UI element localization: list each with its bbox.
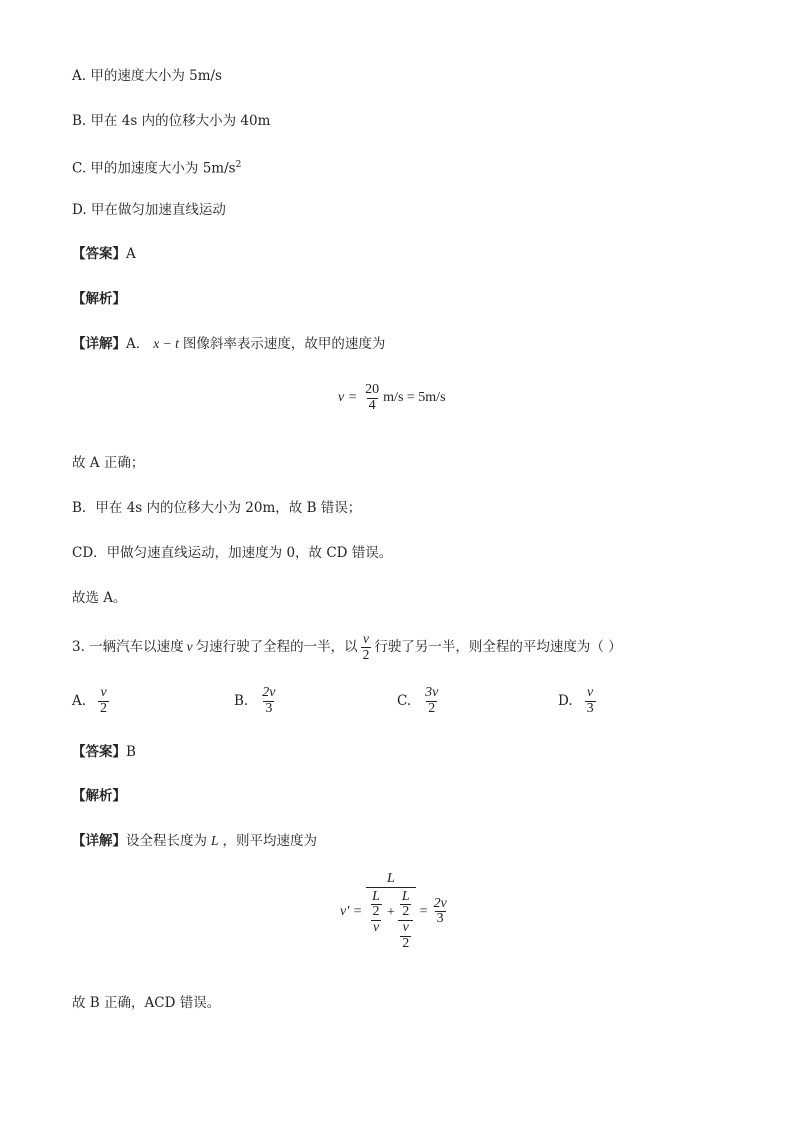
left-term-num: [368, 890, 384, 920]
stem-prefix: 3. 一辆汽车以速度: [72, 639, 184, 655]
option-fraction: [98, 686, 109, 716]
option-c: [397, 686, 440, 716]
option-label: C.: [397, 693, 412, 710]
option-den: 3: [586, 700, 594, 716]
right-term-num: [398, 890, 414, 920]
option-den: 3: [265, 700, 273, 716]
stem-frac-num: v: [363, 631, 370, 647]
a-conclusion: 故 A 正确；: [72, 455, 145, 471]
right-den-fraction: [400, 921, 411, 951]
left-term-den: v: [372, 920, 380, 936]
eq-rhs: m/s = 5m/s: [383, 390, 446, 406]
right-den-den: 2: [402, 935, 410, 951]
right-den-num: v: [402, 920, 409, 936]
option-num: 2v: [262, 685, 276, 700]
right-inner-fraction: [400, 890, 412, 920]
option-b: [234, 686, 277, 716]
main-denominator: [366, 887, 416, 952]
option-fraction: [260, 686, 277, 716]
option-c-superscript: 2: [235, 160, 242, 170]
main-fraction: [366, 872, 416, 951]
left-inner-den: 2: [372, 904, 380, 920]
stem-variable-v: v: [186, 639, 193, 654]
choice-line-q2: 故选 A。: [72, 590, 127, 606]
right-inner-num: L: [401, 888, 410, 904]
detail-a-variable: x − t: [153, 336, 179, 351]
right-term: [398, 890, 414, 952]
cd-analysis: CD．甲做匀速直线运动，加速度为 0，故 CD 错误。: [72, 545, 393, 561]
detail-line-q3: [72, 832, 317, 850]
result-den: 3: [436, 911, 444, 927]
eq-lhs: v =: [338, 390, 358, 406]
option-num: v: [587, 685, 594, 700]
answer-value: B: [126, 744, 136, 760]
answer-value: A: [126, 246, 136, 262]
option-den: 2: [428, 700, 436, 716]
option-c-prev: [72, 156, 241, 178]
left-inner-num: L: [372, 888, 380, 904]
option-c-text: C. 甲的加速度大小为 5m/s: [72, 160, 236, 177]
answer-tag: 【答案】: [72, 744, 126, 760]
option-den: 2: [100, 700, 108, 716]
option-fraction: [585, 686, 596, 716]
main-numerator: L: [387, 871, 395, 886]
option-b-prev: B. 甲在 4s 内的位移大小为 40m: [72, 113, 271, 129]
option-fraction: [423, 686, 440, 716]
option-label: B.: [234, 693, 249, 710]
option-label: A.: [72, 693, 87, 710]
detail-tag: 【详解】: [72, 833, 126, 849]
detail-a-text: 图像斜率表示速度，故甲的速度为: [182, 336, 386, 352]
conclusion-q3: 故 B 正确，ACD 错误。: [72, 995, 221, 1011]
option-d-prev: D. 甲在做匀加速直线运动: [72, 202, 226, 218]
detail-suffix: ，则平均速度为: [222, 833, 318, 849]
answer-line-q3: [72, 743, 136, 761]
analysis-tag-q3: 【解析】: [72, 788, 126, 804]
eq-lhs: v' =: [340, 903, 363, 919]
analysis-tag-q2: 【解析】: [72, 291, 126, 307]
eq-denominator: 4: [368, 397, 376, 413]
option-a-prev: A. 甲的速度大小为 5m/s: [72, 68, 222, 84]
option-label: D.: [558, 693, 573, 710]
answer-line-q2: [72, 245, 136, 263]
option-num: 3v: [425, 685, 439, 700]
answer-tag: 【答案】: [72, 246, 126, 262]
eq-numerator: 20: [365, 382, 380, 397]
equals-sign: =: [419, 903, 428, 919]
right-inner-den: 2: [402, 904, 410, 920]
eq-fraction: [363, 383, 381, 413]
b-analysis: B．甲在 4s 内的位移大小为 20m，故 B 错误；: [72, 500, 362, 516]
left-term: [368, 890, 384, 936]
plus-sign: +: [386, 904, 395, 920]
detail-prefix: 设全程长度为: [126, 833, 207, 849]
stem-fraction: [361, 632, 372, 661]
option-a: [72, 686, 109, 716]
detail-line-q2: [72, 335, 385, 353]
average-velocity-equation: [340, 872, 449, 951]
right-term-den: [398, 920, 413, 951]
stem-suffix: 行驶了另一半，则全程的平均速度为（ ）: [374, 639, 622, 655]
velocity-equation: [338, 383, 446, 413]
stem-frac-den: 2: [362, 646, 370, 662]
detail-a-prefix: A．: [126, 336, 150, 352]
result-fraction: [432, 897, 449, 927]
detail-variable: L: [211, 833, 219, 848]
result-num: 2v: [433, 895, 447, 911]
stem-middle: 匀速行驶了全程的一半，以: [195, 639, 358, 655]
option-num: v: [100, 685, 107, 700]
detail-tag: 【详解】: [72, 336, 126, 352]
question-3-stem: [72, 632, 622, 662]
option-d: [558, 686, 596, 716]
left-inner-fraction: [370, 890, 382, 920]
